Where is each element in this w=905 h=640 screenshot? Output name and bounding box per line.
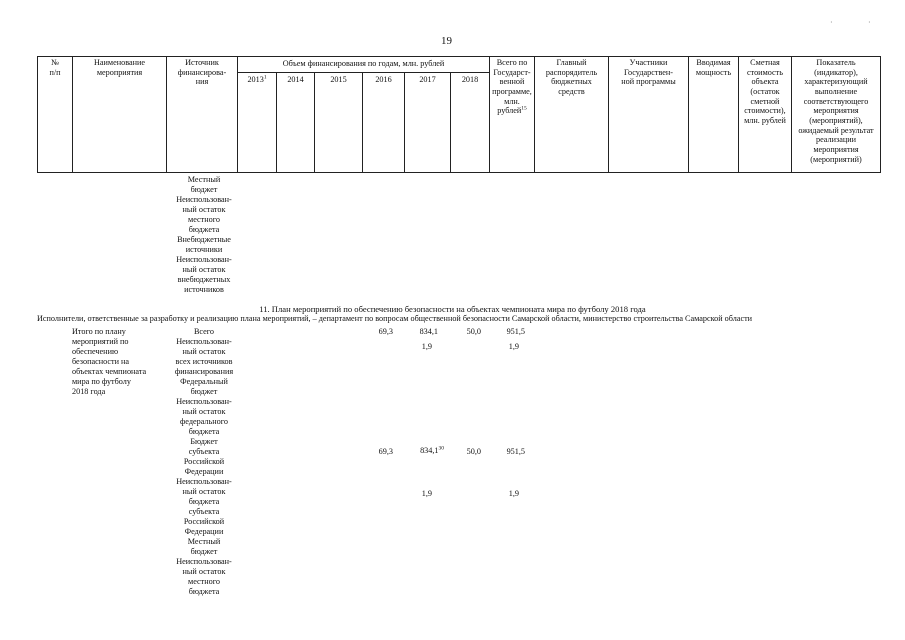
scan-dot: · <box>868 18 871 27</box>
header-participants: Участники Государствен- ной программы <box>621 58 676 87</box>
subject-2018-value: 50,0 <box>466 447 481 456</box>
total-2016-value: 69,3 <box>378 327 393 336</box>
header-capacity: Вводимая мощность <box>695 58 732 77</box>
subject-sum-value: 951,5 <box>506 447 525 456</box>
unused-subject-sum-value: 1,9 <box>508 489 519 498</box>
header-volume-title: Объем финансирования по годам, млн. рублей <box>282 59 445 68</box>
header-manager: Главный распорядитель бюджетных средств <box>545 58 598 97</box>
page-number: 19 <box>441 35 452 47</box>
header-indicator: Показатель (индикатор), характеризующий выполнение соответствующего мероприятия (мероприятий), ожидаемый результат реализации мероприятия (мероприятий) <box>798 58 874 164</box>
total-2017-value: 834,1 <box>419 327 438 336</box>
header-year-2014: 2014 <box>287 75 304 84</box>
sources-list: Всего Неиспользован- ный остаток всех источников финансирования Федеральный бюджет Неиспользован- ный остаток федерального бюджета Бюджет субъекта Российской Федерации Неиспользован- ный остаток бюджета субъекта Российской Федерации Местный бюджет Неиспользован- ный остаток местного бюджета <box>174 327 234 596</box>
header-year-2017: 2017 <box>419 75 436 84</box>
header-name: Наименование мероприятия <box>93 58 145 77</box>
subject-2017-value: 834,1$^{30}$ <box>420 445 444 455</box>
header-year-2013: 2013$^1$ <box>247 74 267 84</box>
item-name: Итого по плану мероприятий по обеспечению безопасности на объектах чемпионата мира по футболу 2018 года <box>72 327 147 396</box>
header-num: № п/п <box>49 58 61 77</box>
header-year-2015: 2015 <box>330 75 347 84</box>
unused-subject-2017-value: 1,9 <box>421 489 432 498</box>
total-sum-value: 951,5 <box>506 327 525 336</box>
header-year-2016: 2016 <box>375 75 392 84</box>
header-estimate: Сметная стоимость объекта (остаток сметной стоимости), млн. рублей <box>744 58 786 126</box>
header-total: Всего по Государст- венной программе, млн. рублей$^{15}$ <box>492 58 532 116</box>
section-title: 11. План мероприятий по обеспечению безопасности на объектах чемпионата мира по футболу 2018 года <box>259 304 646 314</box>
section-executors: Исполнители, ответственные за разработку и реализацию плана мероприятий, – департамент по вопросам общественной безопасности Самарской области, министерство строительства Самарской области <box>37 314 753 323</box>
header-source: Источник финансирова- ния <box>177 58 227 87</box>
unused-all-sum-value: 1,9 <box>508 342 519 351</box>
unused-all-2017-value: 1,9 <box>421 342 432 351</box>
top-sources-list: Местный бюджет Неиспользован- ный остаток местного бюджета Внебюджетные источники Неиспользован- ный остаток внебюджетных источников <box>176 175 232 294</box>
header-year-2018: 2018 <box>461 75 479 84</box>
subject-2016-value: 69,3 <box>378 447 393 456</box>
total-2018-value: 50,0 <box>466 327 481 336</box>
scan-dot: · <box>830 18 833 27</box>
